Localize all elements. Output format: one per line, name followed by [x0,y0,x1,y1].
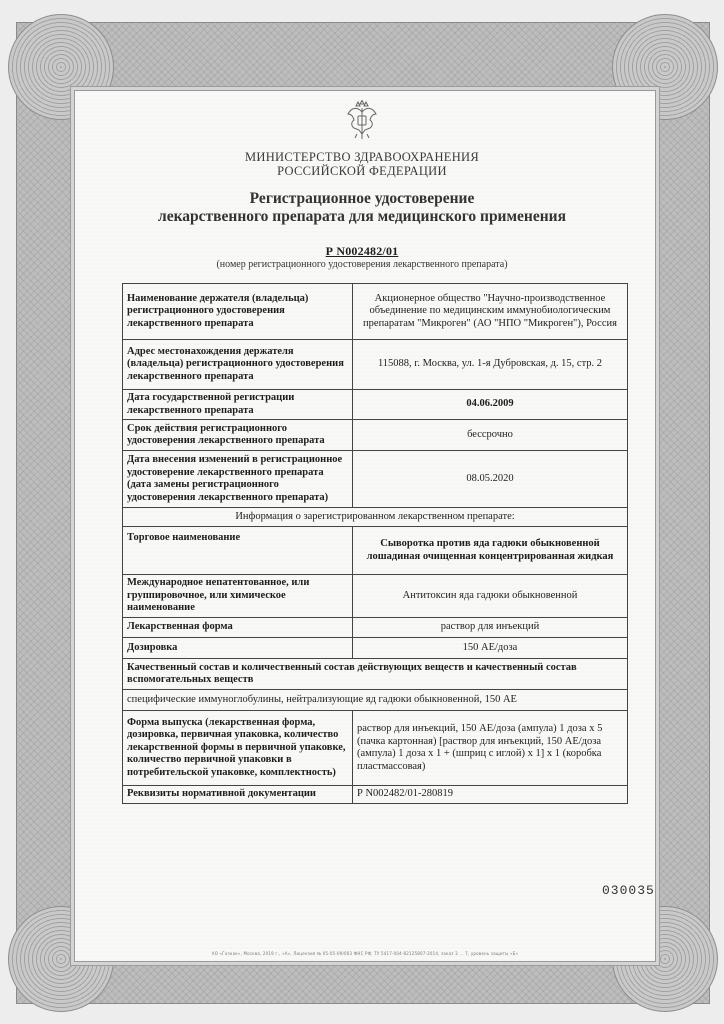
holder-address-value: 115088, г. Москва, ул. 1-я Дубровская, д. 15, стр. 2 [352,339,628,390]
ministry-name-line2: РОССИЙСКОЙ ФЕДЕРАЦИИ [277,164,447,178]
ministry-name-line1: МИНИСТЕРСТВО ЗДРАВООХРАНЕНИЯ [244,150,480,164]
registration-date-value: 04.06.2009 [352,389,628,420]
composition-value: специфические иммуноглобулины, нейтрализующие яд гадюки обыкновенной, 150 АЕ [122,689,628,711]
blank-serial-number: 030035 [602,883,655,898]
normative-docs-value: Р N002482/01-280819 [352,785,628,804]
dosage-label: Дозировка [122,637,353,659]
release-form-label: Форма выпуска (лекарственная форма, дозировка, первичная упаковка, количество лекарственной формы в первичной упаковке, количество первичной упаковки в потребительской упаковке, комплектность) [122,710,353,786]
trade-name-value: Сыворотка против яда гадюки обыкновенной лошадиная очищенная концентрированная жидкая [352,526,628,575]
validity-value: бессрочно [352,419,628,451]
inn-value: Антитоксин яда гадюки обыкновенной [352,574,628,618]
registration-number: Р N002482/01 [325,244,399,258]
document-title-line2: лекарственного препарата для медицинского применения [158,208,566,225]
holder-name-value: Акционерное общество "Научно-производственное объединение по медицинским иммунобиологическим препаратам "Микроген" (АО "НПО "Микроген"), Россия [352,283,628,340]
dosage-form-label: Лекарственная форма [122,617,353,638]
dosage-value: 150 АЕ/доза [352,637,628,659]
drug-info-section-heading: Информация о зарегистрированном лекарственном препарате: [122,507,628,527]
composition-label: Качественный состав и количественный состав действующих веществ и качественный состав вспомогательных веществ [122,658,628,690]
registration-number-caption: (номер регистрационного удостоверения лекарственного препарата) [216,259,508,270]
printer-microtext: АО «Гознак», Москва, 2019 г., «А», Лицензия № 05-05-09/003 ФНС РФ, ТУ 5417-004-82125807-2014, заказ 3 ... 7, уровень защиты «Б» [211,951,519,956]
release-form-value: раствор для инъекций, 150 АЕ/доза (ампула) 1 доза х 5 (пачка картонная) [раствор для инъекций, 150 АЕ/доза (ампула) 1 доза х 1 + (шприц с иглой) х 1] х 1 (коробка пластмассовая) [352,710,628,786]
dosage-form-value: раствор для инъекций [352,617,628,638]
holder-address-label: Адрес местонахождения держателя (владельца) регистрационного удостоверения лекарственного препарата [122,339,353,390]
inn-label: Международное непатентованное, или группировочное, или химическое наименование [122,574,353,618]
document-title-line1: Регистрационное удостоверение [249,190,475,207]
holder-name-label: Наименование держателя (владельца) регистрационного удостоверения лекарственного препарата [122,283,353,340]
double-headed-eagle-emblem-icon [345,100,379,140]
change-date-label: Дата внесения изменений в регистрационное удостоверение лекарственного препарата (дата замены регистрационного удостоверения лекарственного препарата) [122,450,353,508]
trade-name-label: Торговое наименование [122,526,353,575]
registration-date-label: Дата государственной регистрации лекарственного препарата [122,389,353,420]
normative-docs-label: Реквизиты нормативной документации [122,785,353,804]
validity-label: Срок действия регистрационного удостоверения лекарственного препарата [122,419,353,451]
change-date-value: 08.05.2020 [352,450,628,508]
